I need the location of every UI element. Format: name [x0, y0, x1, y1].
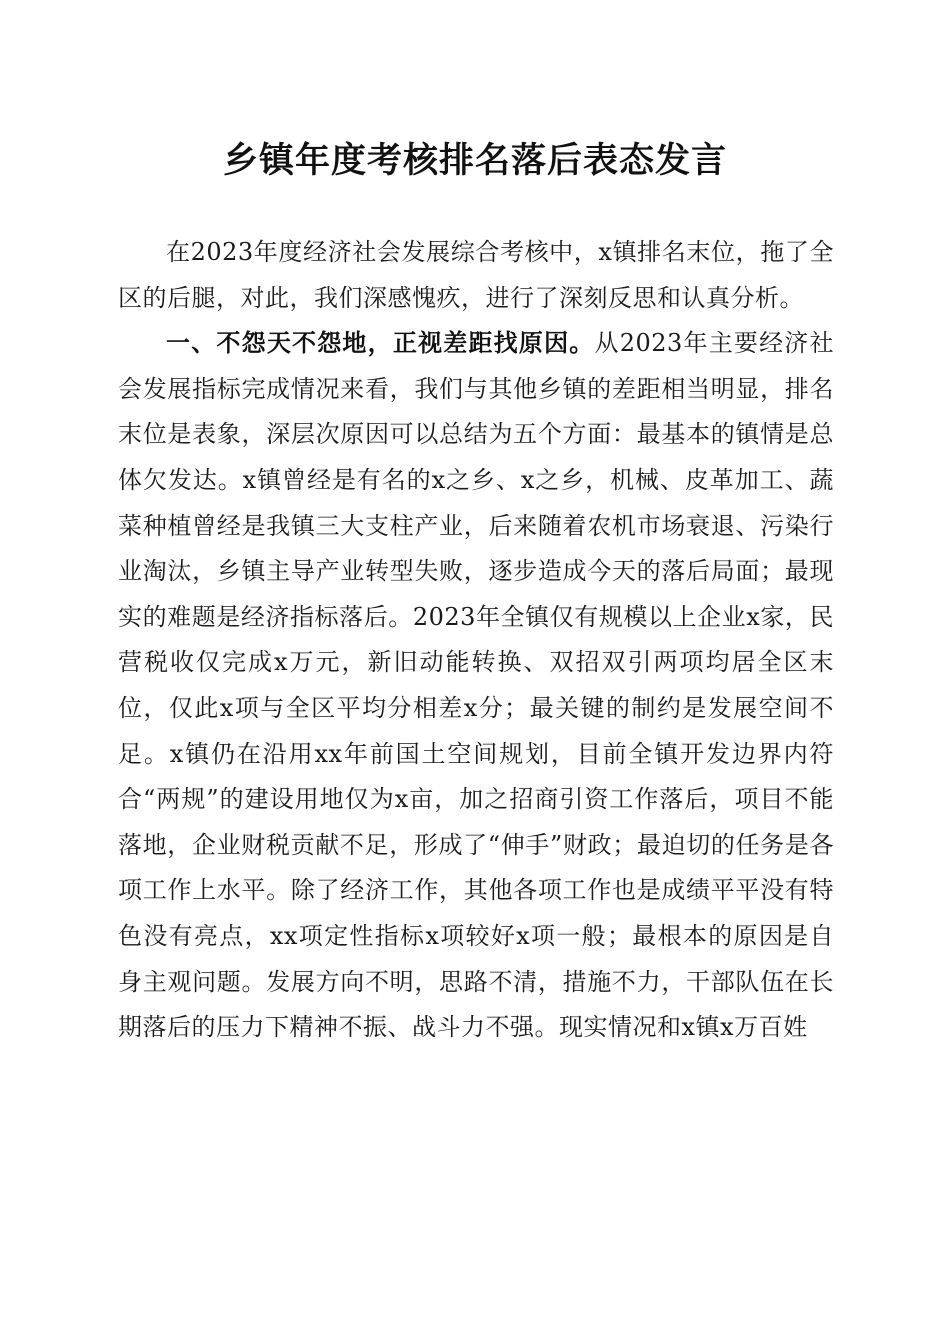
document-body — [118, 230, 834, 1051]
intro-paragraph — [118, 230, 834, 321]
intro-paragraph-text: 在2023年度经济社会发展综合考核中，x镇排名末位，拖了全区的后腿，对此，我们深感愧疚，进行了深刻反思和认真分析。 — [118, 238, 834, 312]
section-1-text: 从2023年主要经济社会发展指标完成情况来看，我们与其他乡镇的差距相当明显，排名末位是表象，深层次原因可以总结为五个方面：最基本的镇情是总体欠发达。x镇曾经是有名的x之乡、x之乡，机械、皮革加工、蔬菜种植曾经是我镇三大支柱产业，后来随着农机市场衰退、污染行业淘汰，乡镇主导产业转型失败，逐步造成今天的落后局面；最现实的难题是经济指标落后。2023年全镇仅有规模以上企业x家，民营税收仅完成x万元，新旧动能转换、双招双引两项均居全区末位，仅此x项与全区平均分相差x分；最关键的制约是发展空间不足。x镇仍在沿用xx年前国土空间规划，目前全镇开发边界内符合“两规”的建设用地仅为x亩，加之招商引资工作落后，项目不能落地，企业财税贡献不足，形成了“伸手”财政；最迫切的任务是各项工作上水平。除了经济工作，其他各项工作也是成绩平平没有特色没有亮点，xx项定性指标x项较好x项一般；最根本的原因是自身主观问题。发展方向不明，思路不清，措施不力，干部队伍在长期落后的压力下精神不振、战斗力不强。现实情况和x镇x万百姓 — [118, 329, 835, 1042]
document-title: 乡镇年度考核排名落后表态发言 — [222, 140, 727, 181]
section-1-paragraph — [118, 321, 834, 1051]
section-1-heading: 一、不怨天不怨地，正视差距找原因。 — [166, 329, 595, 358]
